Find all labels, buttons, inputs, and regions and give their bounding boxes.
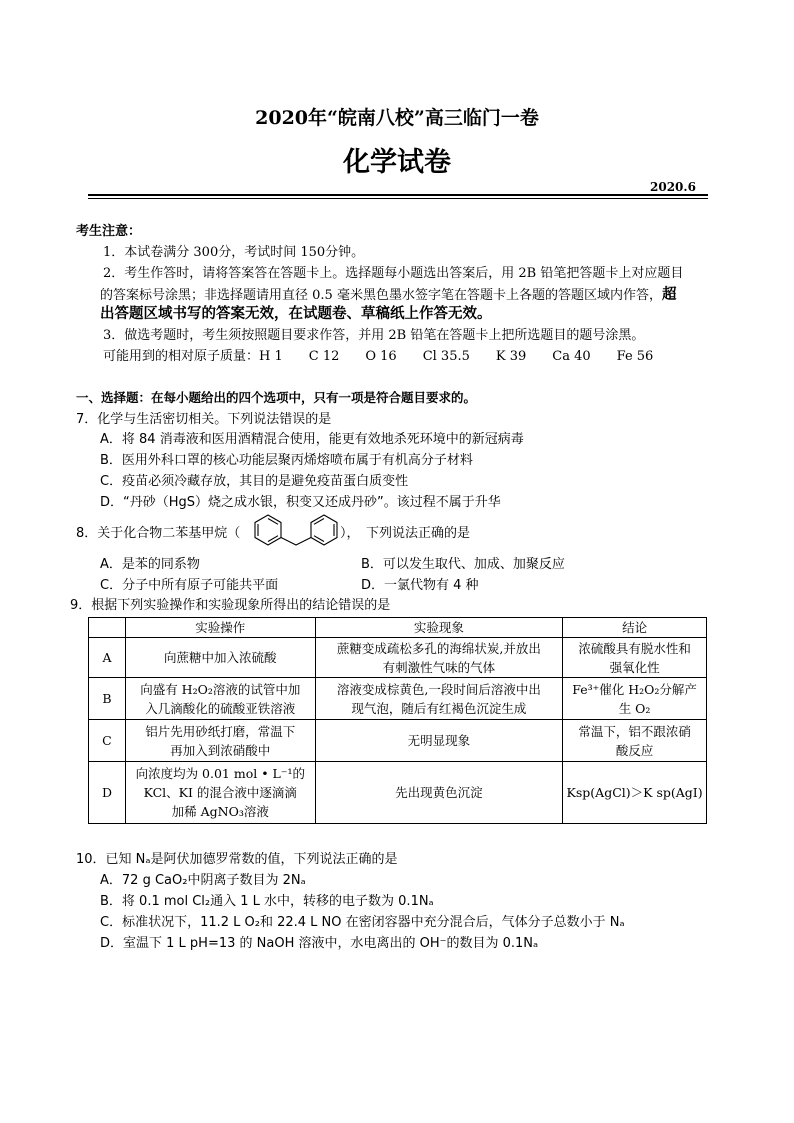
table-row	[89, 638, 707, 678]
cell-line: Fe³⁺催化 H₂O₂分解产	[572, 681, 697, 697]
table-row	[89, 762, 707, 824]
cell-line: 铝片先用砂纸打磨，常温下	[145, 723, 296, 739]
experiment-table	[88, 617, 707, 824]
cell-line: 酸反应	[615, 742, 654, 758]
operation-cell	[125, 762, 315, 824]
cell-line: 向浓度均为 0.01 mol • L⁻¹的	[135, 766, 305, 781]
notice-item-2a: 2．考生作答时，请将答案答在答题卡上。选择题每小题选出答案后，用 2B 铅笔把答题卡上对应题目	[103, 266, 684, 281]
row-label: A	[89, 638, 126, 678]
q7-option-c: C．疫苗必须冷藏存放，其目的是避免疫苗蛋白质变性	[100, 474, 409, 489]
conclusion-cell	[563, 720, 707, 762]
header-rule	[88, 194, 708, 196]
atomic-masses: 可能用到的相对原子质量：H 1 C 12 O 16 Cl 35.5 K 39 Ca 40 Fe 56	[103, 349, 654, 364]
notice-heading: 考生注意：	[76, 224, 142, 239]
row-label: B	[89, 678, 126, 720]
q10-option-b: B．将 0.1 mol Cl₂通入 1 L 水中，转移的电子数为 0.1Nₐ	[100, 894, 434, 909]
q10-option-c: C．标准状况下，11.2 L O₂和 22.4 L NO 在密闭容器中充分混合后，气体分子总数小于 Nₐ	[100, 915, 625, 930]
table-header-cell: 结论	[563, 618, 707, 638]
section-heading: 一、选择题：在每小题给出的四个选项中，只有一项是符合题目要求的。	[76, 390, 477, 405]
row-label: C	[89, 720, 126, 762]
q10-option-a: A．72 g CaO₂中阴离子数目为 2Nₐ	[100, 873, 306, 888]
q8-stem-end: ）， 下列说法正确的是	[340, 526, 471, 541]
table-header-cell: 实验操作	[125, 618, 315, 638]
q8-option-a: A．是苯的同系物	[100, 557, 200, 572]
phenomenon-cell	[315, 762, 563, 824]
cell-line: 现气泡，随后有红褐色沉淀生成	[351, 700, 527, 716]
cell-line: 向蔗糖中加入浓硫酸	[164, 650, 277, 665]
phenomenon-cell	[315, 678, 563, 720]
cell-line: 有刺激性气味的气体	[382, 659, 496, 675]
q7-option-a: A．将 84 消毒液和医用酒精混合使用，能更有效地杀死环境中的新冠病毒	[100, 432, 524, 447]
header-rule-thin	[88, 198, 708, 199]
notice-item-2b-bold: 超	[661, 287, 677, 303]
table-header-cell	[89, 618, 126, 638]
diphenylmethane-structure	[250, 512, 342, 552]
exam-date: 2020.6	[650, 180, 696, 194]
operation-cell	[125, 678, 315, 720]
cell-line: 入几滴酸化的硫酸亚铁溶液	[145, 700, 296, 716]
cell-line: 溶液变成棕黄色,一段时间后溶液中出	[336, 681, 541, 697]
conclusion-cell	[563, 762, 707, 824]
subject-title: 化学试卷	[343, 147, 451, 178]
cell-line: 蔗糖变成疏松多孔的海绵状炭,并放出	[336, 640, 541, 656]
operation-cell	[125, 720, 315, 762]
cell-line: 强氧化性	[609, 659, 660, 675]
cell-line: Ksp(AgCl)＞K sp(AgI)	[566, 785, 703, 800]
cell-line: 先出现黄色沉淀	[395, 785, 483, 800]
table-header-cell: 实验现象	[315, 618, 563, 638]
q10-stem: 10．已知 Nₐ是阿伏加德罗常数的值，下列说法正确的是	[76, 852, 398, 867]
q8-option-b: B．可以发生取代、加成、加聚反应	[361, 557, 565, 572]
cell-line: 无明显现象	[407, 733, 471, 748]
notice-item-2c: 出答题区域书写的答案无效，在试题卷、草稿纸上作答无效。	[100, 306, 492, 322]
q7-stem: 7．化学与生活密切相关。下列说法错误的是	[76, 412, 332, 427]
phenomenon-cell	[315, 638, 563, 678]
notice-item-3: 3．做选考题时，考生须按照题目要求作答，并用 2B 铅笔在答题卡上把所选题目的题号涂黑。	[103, 328, 645, 343]
cell-line: 生 O₂	[618, 700, 651, 716]
notice-item-1: 1．本试卷满分 300分，考试时间 150分钟。	[103, 245, 365, 260]
operation-cell	[125, 638, 315, 678]
q7-option-b: B．医用外科口罩的核心功能层聚丙烯熔喷布属于有机高分子材料	[100, 453, 473, 468]
conclusion-cell	[563, 638, 707, 678]
q8-stem-start: 8．关于化合物二苯基甲烷（	[76, 526, 241, 541]
q10-option-d: D．室温下 1 L pH=13 的 NaOH 溶液中，水电离出的 OH⁻的数目为 0.1Nₐ	[100, 936, 539, 951]
notice-item-2b-text: 的答案标号涂黑；非选择题请用直径 0.5 毫米黑色墨水签字笔在答题卡上各题的答题区域内作答，	[100, 288, 662, 303]
phenomenon-cell	[315, 720, 563, 762]
q7-option-d: D．“丹砂（HgS）烧之成水银，积变又还成丹砂”。该过程不属于升华	[100, 495, 501, 510]
exam-title: 2020年“皖南八校”高三临门一卷	[255, 107, 539, 129]
cell-line: 浓硫酸具有脱水性和	[578, 640, 691, 656]
table-row	[89, 678, 707, 720]
q8-option-d: D．一氯代物有 4 种	[361, 578, 479, 593]
q9-stem: 9．根据下列实验操作和实验现象所得出的结论错误的是	[70, 598, 391, 613]
cell-line: 加稀 AgNO₃溶液	[171, 804, 269, 819]
cell-line: 常温下，铝不跟浓硝	[578, 723, 691, 739]
q8-option-c: C．分子中所有原子可能共平面	[100, 578, 279, 593]
table-header-row	[89, 618, 707, 638]
notice-item-2b	[100, 285, 676, 306]
conclusion-cell	[563, 678, 707, 720]
cell-line: 再加入到浓硝酸中	[170, 742, 271, 758]
table-row	[89, 720, 707, 762]
cell-line: 向盛有 H₂O₂溶液的试管中加	[140, 681, 301, 697]
row-label: D	[89, 762, 126, 824]
cell-line: KCl、KI 的混合液中逐滴滴	[143, 785, 297, 800]
